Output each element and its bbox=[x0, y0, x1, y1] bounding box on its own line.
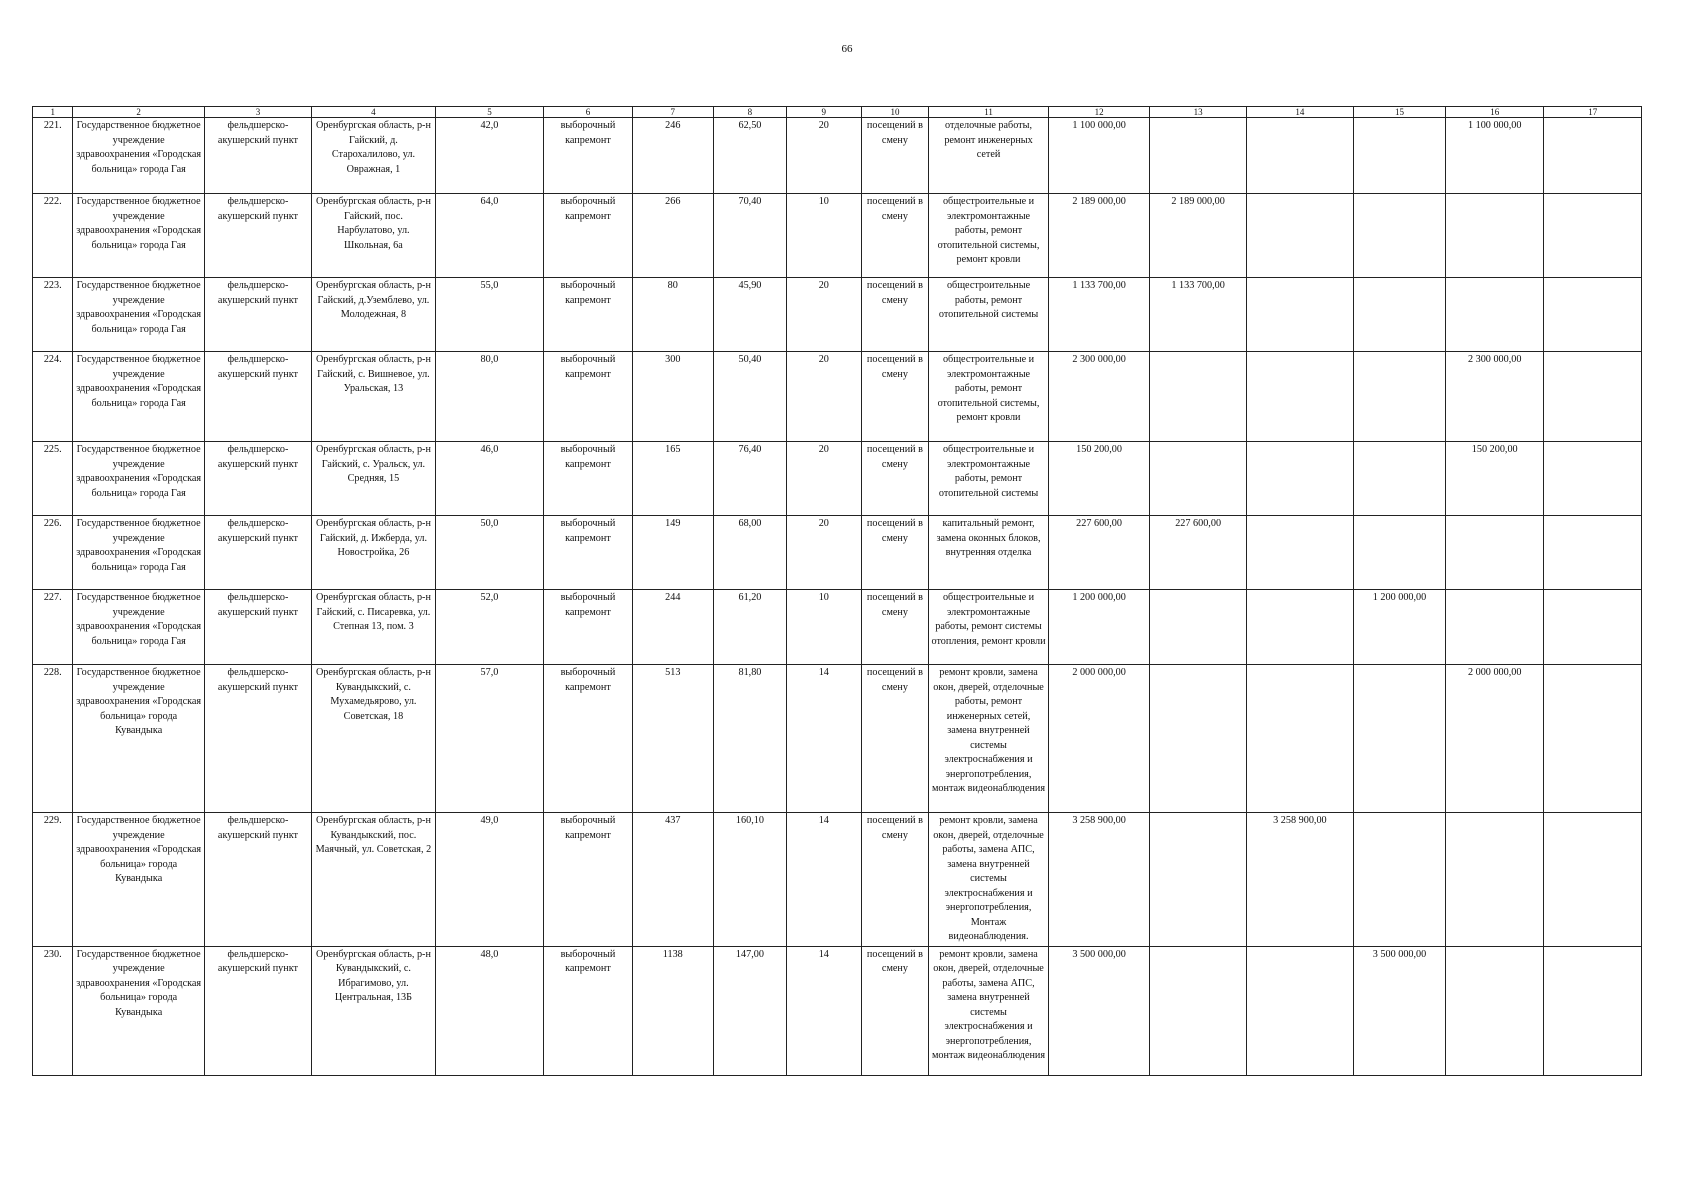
address: Оренбургская область, р-н Гайский, д. Ижберда, ул. Новостройка, 26 bbox=[312, 516, 436, 590]
col-header: 15 bbox=[1354, 107, 1446, 118]
cost-15: 1 200 000,00 bbox=[1354, 590, 1446, 665]
repair-kind: выборочный капремонт bbox=[544, 442, 633, 516]
col-header: 12 bbox=[1048, 107, 1150, 118]
cost-13: 227 600,00 bbox=[1150, 516, 1246, 590]
cell-9: 20 bbox=[787, 442, 861, 516]
cost-13 bbox=[1150, 352, 1246, 442]
area: 55,0 bbox=[435, 278, 543, 352]
area: 46,0 bbox=[435, 442, 543, 516]
cell-9: 10 bbox=[787, 194, 861, 278]
cost-15 bbox=[1354, 442, 1446, 516]
cell-8: 68,00 bbox=[713, 516, 786, 590]
address: Оренбургская область, р-н Гайский, с. Уральск, ул. Средняя, 15 bbox=[312, 442, 436, 516]
cost-17 bbox=[1544, 813, 1642, 947]
cost-15 bbox=[1354, 118, 1446, 194]
cost-17 bbox=[1544, 590, 1642, 665]
works: общестроительные и электромонтажные работы, ремонт отопительной системы, ремонт кровли bbox=[929, 194, 1048, 278]
row-number: 223. bbox=[33, 278, 73, 352]
cost-14 bbox=[1246, 590, 1353, 665]
cost-13 bbox=[1150, 813, 1246, 947]
table-row bbox=[33, 442, 1642, 516]
area: 49,0 bbox=[435, 813, 543, 947]
works: ремонт кровли, замена окон, дверей, отделочные работы, замена АПС, замена внутренней системы электроснабжения и энергопотребления, Монтаж видеонаблюдения. bbox=[929, 813, 1048, 947]
total-cost: 2 000 000,00 bbox=[1048, 665, 1150, 813]
organization: Государственное бюджетное учреждение здравоохранения «Городская больница» города Кувандыка bbox=[73, 665, 204, 813]
cost-17 bbox=[1544, 118, 1642, 194]
cell-8: 70,40 bbox=[713, 194, 786, 278]
row-number: 221. bbox=[33, 118, 73, 194]
cost-13: 2 189 000,00 bbox=[1150, 194, 1246, 278]
cost-17 bbox=[1544, 665, 1642, 813]
cell-7: 244 bbox=[632, 590, 713, 665]
row-number: 229. bbox=[33, 813, 73, 947]
repair-kind: выборочный капремонт bbox=[544, 118, 633, 194]
cell-7: 266 bbox=[632, 194, 713, 278]
table-row bbox=[33, 665, 1642, 813]
total-cost: 1 100 000,00 bbox=[1048, 118, 1150, 194]
cost-16 bbox=[1445, 516, 1544, 590]
table-row bbox=[33, 352, 1642, 442]
facility-type: фельдшерско-акушерский пункт bbox=[204, 665, 311, 813]
facility-type: фельдшерско-акушерский пункт bbox=[204, 516, 311, 590]
cell-10: посещений в смену bbox=[861, 946, 929, 1075]
organization: Государственное бюджетное учреждение здравоохранения «Городская больница» города Кувандыка bbox=[73, 813, 204, 947]
facilities-table bbox=[32, 106, 1642, 1076]
cell-9: 14 bbox=[787, 665, 861, 813]
facility-type: фельдшерско-акушерский пункт bbox=[204, 194, 311, 278]
organization: Государственное бюджетное учреждение здравоохранения «Городская больница» города Гая bbox=[73, 278, 204, 352]
works: отделочные работы, ремонт инженерных сетей bbox=[929, 118, 1048, 194]
cell-9: 10 bbox=[787, 590, 861, 665]
cost-16: 1 100 000,00 bbox=[1445, 118, 1544, 194]
facility-type: фельдшерско-акушерский пункт bbox=[204, 352, 311, 442]
total-cost: 2 300 000,00 bbox=[1048, 352, 1150, 442]
total-cost: 2 189 000,00 bbox=[1048, 194, 1150, 278]
cost-13: 1 133 700,00 bbox=[1150, 278, 1246, 352]
col-header: 14 bbox=[1246, 107, 1353, 118]
cell-9: 14 bbox=[787, 813, 861, 947]
works: капитальный ремонт, замена оконных блоков, внутренняя отделка bbox=[929, 516, 1048, 590]
row-number: 227. bbox=[33, 590, 73, 665]
col-header: 2 bbox=[73, 107, 204, 118]
total-cost: 3 500 000,00 bbox=[1048, 946, 1150, 1075]
cell-9: 20 bbox=[787, 352, 861, 442]
cost-14 bbox=[1246, 278, 1353, 352]
address: Оренбургская область, р-н Гайский, пос. Нарбулатово, ул. Школьная, 6а bbox=[312, 194, 436, 278]
works: общестроительные и электромонтажные работы, ремонт отопительной системы bbox=[929, 442, 1048, 516]
cost-16: 2 000 000,00 bbox=[1445, 665, 1544, 813]
row-number: 222. bbox=[33, 194, 73, 278]
table-row bbox=[33, 590, 1642, 665]
cell-7: 300 bbox=[632, 352, 713, 442]
repair-kind: выборочный капремонт bbox=[544, 665, 633, 813]
cost-14: 3 258 900,00 bbox=[1246, 813, 1353, 947]
row-number: 230. bbox=[33, 946, 73, 1075]
cell-9: 20 bbox=[787, 118, 861, 194]
total-cost: 3 258 900,00 bbox=[1048, 813, 1150, 947]
cost-14 bbox=[1246, 194, 1353, 278]
cost-13 bbox=[1150, 118, 1246, 194]
address: Оренбургская область, р-н Гайский, с. Писаревка, ул. Степная 13, пом. 3 bbox=[312, 590, 436, 665]
cell-10: посещений в смену bbox=[861, 516, 929, 590]
cell-10: посещений в смену bbox=[861, 194, 929, 278]
cell-9: 20 bbox=[787, 516, 861, 590]
cell-10: посещений в смену bbox=[861, 590, 929, 665]
table-row bbox=[33, 194, 1642, 278]
cost-16: 150 200,00 bbox=[1445, 442, 1544, 516]
cell-8: 147,00 bbox=[713, 946, 786, 1075]
col-header: 11 bbox=[929, 107, 1048, 118]
row-number: 224. bbox=[33, 352, 73, 442]
organization: Государственное бюджетное учреждение здравоохранения «Городская больница» города Гая bbox=[73, 516, 204, 590]
cost-15 bbox=[1354, 516, 1446, 590]
organization: Государственное бюджетное учреждение здравоохранения «Городская больница» города Гая bbox=[73, 194, 204, 278]
address: Оренбургская область, р-н Кувандыкский, с. Мухамедьярово, ул. Советская, 18 bbox=[312, 665, 436, 813]
cell-10: посещений в смену bbox=[861, 118, 929, 194]
cost-17 bbox=[1544, 442, 1642, 516]
cost-13 bbox=[1150, 442, 1246, 516]
address: Оренбургская область, р-н Гайский, д. Старохалилово, ул. Овражная, 1 bbox=[312, 118, 436, 194]
total-cost: 150 200,00 bbox=[1048, 442, 1150, 516]
cost-17 bbox=[1544, 516, 1642, 590]
works: общестроительные и электромонтажные работы, ремонт системы отопления, ремонт кровли bbox=[929, 590, 1048, 665]
table-row bbox=[33, 278, 1642, 352]
cost-14 bbox=[1246, 946, 1353, 1075]
cell-8: 62,50 bbox=[713, 118, 786, 194]
table-row bbox=[33, 946, 1642, 1075]
cell-7: 246 bbox=[632, 118, 713, 194]
cost-17 bbox=[1544, 194, 1642, 278]
cost-17 bbox=[1544, 946, 1642, 1075]
organization: Государственное бюджетное учреждение здравоохранения «Городская больница» города Гая bbox=[73, 590, 204, 665]
cost-15: 3 500 000,00 bbox=[1354, 946, 1446, 1075]
col-header: 3 bbox=[204, 107, 311, 118]
cost-13 bbox=[1150, 590, 1246, 665]
cost-14 bbox=[1246, 516, 1353, 590]
area: 64,0 bbox=[435, 194, 543, 278]
col-header: 6 bbox=[544, 107, 633, 118]
cost-16 bbox=[1445, 590, 1544, 665]
cell-10: посещений в смену bbox=[861, 278, 929, 352]
area: 80,0 bbox=[435, 352, 543, 442]
works: ремонт кровли, замена окон, дверей, отделочные работы, ремонт инженерных сетей, замена внутренней системы электроснабжения и энергопотребления, монтаж видеонаблюдения bbox=[929, 665, 1048, 813]
repair-kind: выборочный капремонт bbox=[544, 946, 633, 1075]
repair-kind: выборочный капремонт bbox=[544, 194, 633, 278]
address: Оренбургская область, р-н Кувандыкский, с. Ибрагимово, ул. Центральная, 13Б bbox=[312, 946, 436, 1075]
cell-8: 160,10 bbox=[713, 813, 786, 947]
col-header: 10 bbox=[861, 107, 929, 118]
col-header: 13 bbox=[1150, 107, 1246, 118]
cost-15 bbox=[1354, 194, 1446, 278]
cost-15 bbox=[1354, 352, 1446, 442]
cell-8: 76,40 bbox=[713, 442, 786, 516]
works: общестроительные работы, ремонт отопительной системы bbox=[929, 278, 1048, 352]
col-header: 9 bbox=[787, 107, 861, 118]
organization: Государственное бюджетное учреждение здравоохранения «Городская больница» города Кувандыка bbox=[73, 946, 204, 1075]
facility-type: фельдшерско-акушерский пункт bbox=[204, 813, 311, 947]
cell-7: 149 bbox=[632, 516, 713, 590]
cell-9: 20 bbox=[787, 278, 861, 352]
repair-kind: выборочный капремонт bbox=[544, 516, 633, 590]
page-number: 66 bbox=[841, 43, 853, 55]
cell-7: 513 bbox=[632, 665, 713, 813]
cell-8: 61,20 bbox=[713, 590, 786, 665]
area: 52,0 bbox=[435, 590, 543, 665]
table-row bbox=[33, 516, 1642, 590]
facility-type: фельдшерско-акушерский пункт bbox=[204, 118, 311, 194]
cell-8: 45,90 bbox=[713, 278, 786, 352]
cost-16 bbox=[1445, 813, 1544, 947]
cost-16 bbox=[1445, 194, 1544, 278]
col-header: 8 bbox=[713, 107, 786, 118]
facility-type: фельдшерско-акушерский пункт bbox=[204, 590, 311, 665]
area: 42,0 bbox=[435, 118, 543, 194]
works: общестроительные и электромонтажные работы, ремонт отопительной системы, ремонт кровли bbox=[929, 352, 1048, 442]
cost-14 bbox=[1246, 118, 1353, 194]
col-header: 16 bbox=[1445, 107, 1544, 118]
repair-kind: выборочный капремонт bbox=[544, 813, 633, 947]
address: Оренбургская область, р-н Гайский, с. Вишневое, ул. Уральская, 13 bbox=[312, 352, 436, 442]
cell-7: 80 bbox=[632, 278, 713, 352]
cell-8: 50,40 bbox=[713, 352, 786, 442]
cost-15 bbox=[1354, 278, 1446, 352]
cell-10: посещений в смену bbox=[861, 352, 929, 442]
cell-10: посещений в смену bbox=[861, 813, 929, 947]
facility-type: фельдшерско-акушерский пункт bbox=[204, 946, 311, 1075]
cost-17 bbox=[1544, 278, 1642, 352]
repair-kind: выборочный капремонт bbox=[544, 278, 633, 352]
col-header: 1 bbox=[33, 107, 73, 118]
works: ремонт кровли, замена окон, дверей, отделочные работы, замена АПС, замена внутренней системы электроснабжения и энергопотребления, монтаж видеонаблюдения bbox=[929, 946, 1048, 1075]
cost-16 bbox=[1445, 278, 1544, 352]
col-header: 4 bbox=[312, 107, 436, 118]
address: Оренбургская область, р-н Кувандыкский, пос. Маячный, ул. Советская, 2 bbox=[312, 813, 436, 947]
cost-15 bbox=[1354, 813, 1446, 947]
cell-7: 165 bbox=[632, 442, 713, 516]
cost-14 bbox=[1246, 352, 1353, 442]
row-number: 226. bbox=[33, 516, 73, 590]
cost-16 bbox=[1445, 946, 1544, 1075]
header-row bbox=[33, 107, 1642, 118]
cost-13 bbox=[1150, 665, 1246, 813]
col-header: 5 bbox=[435, 107, 543, 118]
col-header: 7 bbox=[632, 107, 713, 118]
cell-7: 1138 bbox=[632, 946, 713, 1075]
repair-kind: выборочный капремонт bbox=[544, 352, 633, 442]
repair-kind: выборочный капремонт bbox=[544, 590, 633, 665]
total-cost: 227 600,00 bbox=[1048, 516, 1150, 590]
total-cost: 1 200 000,00 bbox=[1048, 590, 1150, 665]
table-row bbox=[33, 813, 1642, 947]
address: Оренбургская область, р-н Гайский, д.Уземблево, ул. Молодежная, 8 bbox=[312, 278, 436, 352]
cost-15 bbox=[1354, 665, 1446, 813]
cost-13 bbox=[1150, 946, 1246, 1075]
cell-7: 437 bbox=[632, 813, 713, 947]
cell-9: 14 bbox=[787, 946, 861, 1075]
area: 57,0 bbox=[435, 665, 543, 813]
cost-16: 2 300 000,00 bbox=[1445, 352, 1544, 442]
cost-14 bbox=[1246, 665, 1353, 813]
cell-10: посещений в смену bbox=[861, 665, 929, 813]
row-number: 228. bbox=[33, 665, 73, 813]
col-header: 17 bbox=[1544, 107, 1642, 118]
cost-14 bbox=[1246, 442, 1353, 516]
table-row bbox=[33, 118, 1642, 194]
area: 50,0 bbox=[435, 516, 543, 590]
cost-17 bbox=[1544, 352, 1642, 442]
cell-8: 81,80 bbox=[713, 665, 786, 813]
row-number: 225. bbox=[33, 442, 73, 516]
area: 48,0 bbox=[435, 946, 543, 1075]
total-cost: 1 133 700,00 bbox=[1048, 278, 1150, 352]
cell-10: посещений в смену bbox=[861, 442, 929, 516]
organization: Государственное бюджетное учреждение здравоохранения «Городская больница» города Гая bbox=[73, 442, 204, 516]
facility-type: фельдшерско-акушерский пункт bbox=[204, 442, 311, 516]
facility-type: фельдшерско-акушерский пункт bbox=[204, 278, 311, 352]
organization: Государственное бюджетное учреждение здравоохранения «Городская больница» города Гая bbox=[73, 352, 204, 442]
organization: Государственное бюджетное учреждение здравоохранения «Городская больница» города Гая bbox=[73, 118, 204, 194]
